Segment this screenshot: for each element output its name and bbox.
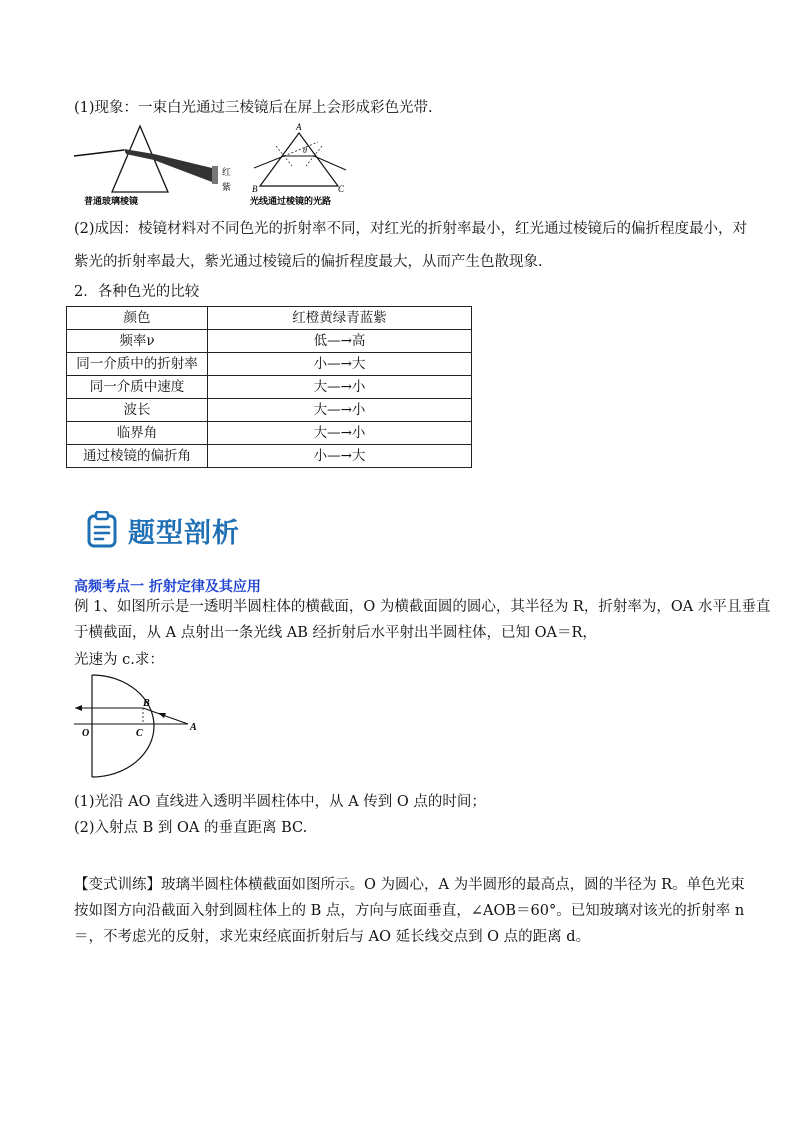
table-header-row [67, 307, 472, 330]
table-row [67, 445, 472, 468]
table-cell: 大—→小 [208, 422, 472, 445]
table-cell: 频率ν [67, 330, 208, 353]
theta-label: θ [303, 146, 307, 155]
table-cell: 小—→大 [208, 353, 472, 376]
table-row [67, 330, 472, 353]
table-cell: 通过棱镜的偏折角 [67, 445, 208, 468]
red-label: 红 [222, 168, 232, 178]
prism-light-path-figure [246, 120, 358, 208]
incident-ray [74, 150, 124, 156]
point-c-label: C [136, 728, 143, 739]
emergent-arrowhead [75, 705, 82, 711]
incident-light [254, 156, 284, 168]
point-a-label: A [190, 722, 197, 733]
table-row [67, 376, 472, 399]
table-cell: 临界角 [67, 422, 208, 445]
left-figure-caption: 普通玻璃棱镜 [84, 197, 139, 207]
section-heading-text: 题型剖析 [128, 517, 240, 549]
compare-title: 2．各种色光的比较 [74, 284, 200, 300]
example1-line1: 例 1、如图所示是一透明半圆柱体的横截面，O 为横截面圆的圆心，其半径为 R，折射率为，OA 水平且垂直 [74, 599, 771, 615]
incident-arrowhead [158, 713, 166, 718]
violet-label: 紫 [222, 183, 232, 193]
section-heading [86, 510, 240, 550]
variant-line1: 【变式训练】玻璃半圆柱体横截面如图所示。O 为圆心，A 为半圆形的最高点，圆的半径为 R。单色光束 [74, 877, 745, 893]
phenomenon-text: (1)现象：一束白光通过三棱镜后在屏上会形成彩色光带. [74, 100, 433, 116]
glass-prism-figure [72, 122, 242, 208]
dispersed-beam [124, 149, 212, 182]
incident-ray-ab [143, 708, 188, 724]
topic-subheading: 高频考点一 折射定律及其应用 [74, 579, 261, 595]
question2: (2)入射点 B 到 OA 的垂直距离 BC. [74, 820, 308, 836]
point-b-label: B [143, 698, 150, 709]
extension-line [284, 142, 318, 156]
table-cell: 颜色 [67, 307, 208, 330]
variant-line3: ＝，不考虑光的反射，求光束经底面折射后与 AO 延长线交点到 O 点的距离 d。 [74, 929, 591, 945]
table-cell: 同一介质中的折射率 [67, 353, 208, 376]
table-cell: 大—→小 [208, 376, 472, 399]
cause-text-line2: 紫光的折射率最大，紫光通过棱镜后的偏折程度最大，从而产生色散现象. [74, 254, 543, 270]
table-cell: 同一介质中速度 [67, 376, 208, 399]
semicylinder-figure [70, 672, 210, 782]
table-cell: 低—→高 [208, 330, 472, 353]
table-row [67, 353, 472, 376]
variant-line2: 按如图方向沿截面入射到圆柱体上的 B 点，方向与底面垂直，∠AOB＝60°。已知玻璃对该光的折射率 n [74, 903, 745, 919]
point-o-label: O [82, 728, 90, 739]
table-cell: 波长 [67, 399, 208, 422]
right-figure-caption: 光线通过棱镜的光路 [250, 197, 332, 207]
vertex-a-label: A [296, 122, 302, 132]
table-row [67, 422, 472, 445]
prism-abc-outline [260, 133, 338, 186]
color-comparison-table [66, 306, 472, 468]
cause-text-line1: (2)成因：棱镜材料对不同色光的折射率不同，对红光的折射率最小，红光通过棱镜后的偏折程度最小，对 [74, 221, 748, 237]
emergent-light [314, 156, 346, 170]
table-cell: 大—→小 [208, 399, 472, 422]
vertex-b-label: B [252, 184, 258, 194]
curved-face [92, 675, 154, 777]
example1-line3: 光速为 c.求： [74, 652, 164, 668]
question1: (1)光沿 AO 直线进入透明半圆柱体中，从 A 传到 O 点的时间； [74, 794, 486, 810]
table-cell: 小—→大 [208, 445, 472, 468]
screen [212, 166, 218, 184]
table-row [67, 399, 472, 422]
example1-line2: 于横截面，从 A 点射出一条光线 AB 经折射后水平射出半圆柱体，已知 OA＝R， [74, 625, 597, 641]
clipboard-icon [86, 511, 120, 549]
table-cell: 红橙黄绿青蓝紫 [208, 307, 472, 330]
vertex-c-label: C [338, 184, 345, 194]
